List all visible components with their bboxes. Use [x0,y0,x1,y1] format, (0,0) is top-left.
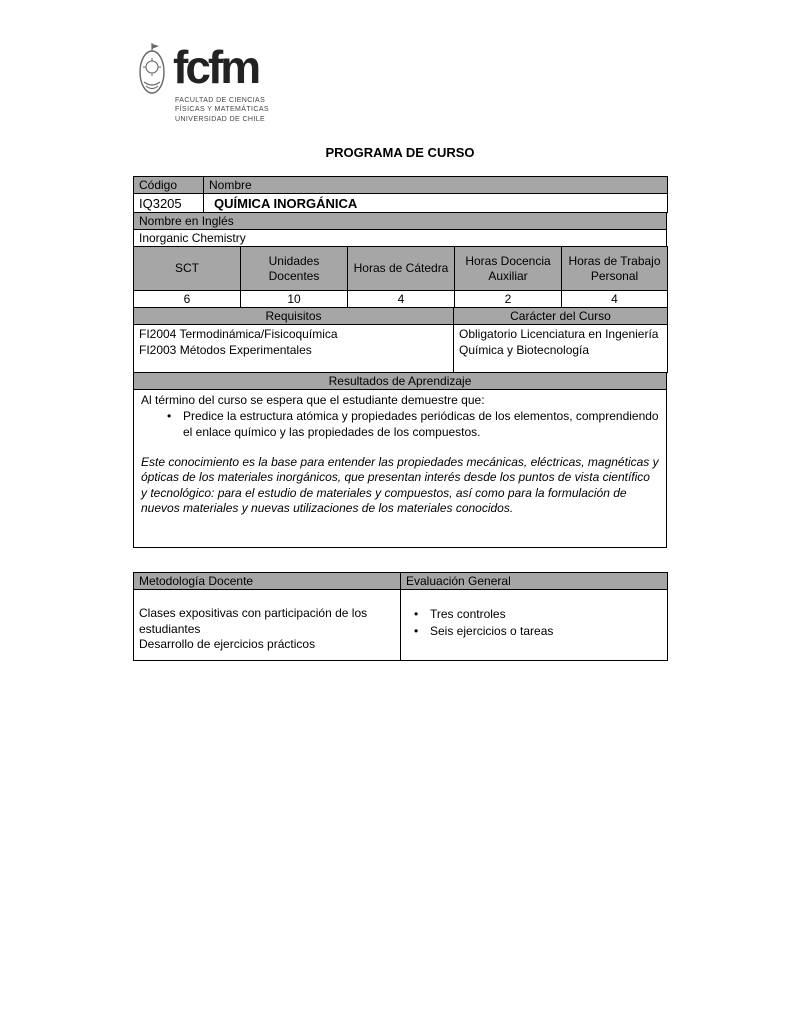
requisito-line: FI2003 Métodos Experimentales [139,342,312,357]
hours-header-cell: Horas de Cátedra [348,247,455,291]
evaluacion-header-cell: Evaluación General [401,573,668,590]
english-name-table [133,212,667,247]
metodologia-line: Desarrollo de ejercicios prácticos [139,637,316,652]
evaluacion-value-cell [401,590,668,661]
hours-value-cell: 6 [134,291,241,308]
resultados-italic-paragraph: Este conocimiento es la base para entender las propiedades mecánicas, eléctricas, magnéticas y ópticas de los materiales inorgánicos, que presentan interés desde los puntos de vista científico y tecnológico: para el estudio de materiales y compuestos, así como para la formulación de nuevos materiales y nuevas utilizaciones de los materiales conocidos. [141,455,659,516]
nombre-ingles-header-cell: Nombre en Inglés [134,213,667,230]
nombre-ingles-value-cell: Inorganic Chemistry [134,230,667,247]
resultados-header-cell: Resultados de Aprendizaje [134,373,667,390]
hours-header-cell: Horas Docencia Auxiliar [455,247,562,291]
codigo-header-cell: Código [134,177,204,194]
hours-table [133,246,668,308]
methodology-table [133,572,667,661]
methodology-evaluation-table [133,572,668,661]
hours-header-cell: Unidades Docentes [241,247,348,291]
bullet-text: Predice la estructura atómica y propiedades periódicas de los elementos, comprendiendo el enlace químico y las propiedades de los compuestos. [183,409,659,439]
course-table [133,176,667,548]
list-item [167,409,659,440]
metodologia-line: Clases expositivas con participación de los estudiantes [139,606,368,636]
logo-caption-line: FACULTAD DE CIENCIAS [175,97,266,104]
hours-value-cell: 4 [348,291,455,308]
logo-caption [175,96,269,124]
hours-header-cell: SCT [134,247,241,291]
page-title: PROGRAMA DE CURSO [325,145,475,160]
codigo-value-cell: IQ3205 [134,194,204,213]
bullet-marker: • [414,623,419,638]
code-name-table [133,176,668,213]
university-seal-icon [136,42,168,98]
caracter-header-cell: Carácter del Curso [454,308,668,325]
metodologia-header-cell: Metodología Docente [134,573,401,590]
bullet-text: Seis ejercicios o tareas [430,623,554,638]
list-item [414,607,662,623]
university-logo [136,42,269,124]
list-item [414,624,662,640]
nombre-value-cell: QUÍMICA INORGÁNICA [204,194,668,213]
logo-caption-line: UNIVERSIDAD DE CHILE [175,115,266,123]
learning-outcomes-table [133,372,667,548]
hours-value-cell: 10 [241,291,348,308]
requisito-line: FI2004 Termodinámica/Fisicoquímica [139,327,338,341]
requisitos-header-cell: Requisitos [134,308,454,325]
requisites-table [133,307,668,373]
hours-value-cell: 2 [455,291,562,308]
hours-value-cell: 4 [562,291,668,308]
resultados-body-cell [134,390,667,548]
bullet-text: Tres controles [430,607,506,621]
nombre-header-cell: Nombre [204,177,668,194]
bullet-marker: • [414,607,419,621]
metodologia-value-cell [134,590,401,661]
caracter-value-cell: Obligatorio Licenciatura en Ingeniería Química y Biotecnología [454,325,668,373]
requisitos-value-cell [134,325,454,373]
resultados-intro: Al término del curso se espera que el estudiante demuestre que: [141,393,485,407]
logo-caption-line: FÍSICAS Y MATEMÁTICAS [175,106,269,114]
bullet-marker: • [167,409,172,424]
fcfm-wordmark: fcfm [173,41,259,93]
hours-header-cell: Horas de Trabajo Personal [562,247,668,291]
